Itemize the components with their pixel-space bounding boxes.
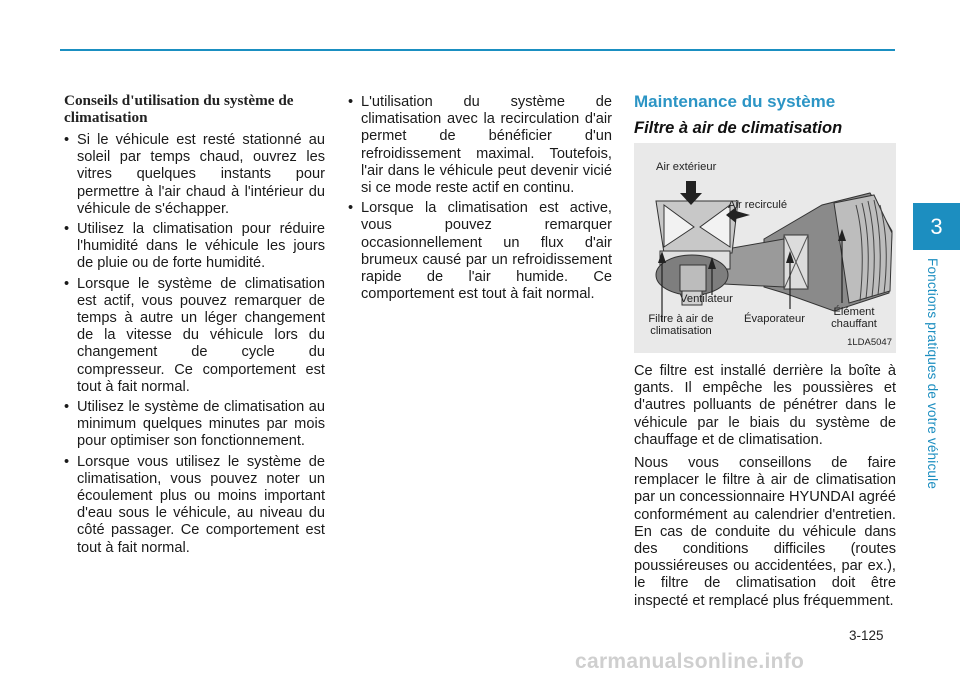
right-column: [634, 92, 896, 616]
middle-column: [348, 94, 612, 306]
list-item: • Lorsque le système de climatisation est actif, vous pouvez remarquer de temps à autre un léger changement de la vitesse du véhicule lors du changement de cycle du compresseur. Ce comportement est tout à fait normal.: [64, 276, 325, 396]
tips-list-continued: [348, 94, 612, 303]
label-recirculated-air: Air recirculé: [728, 199, 788, 211]
section-title: Maintenance du système: [634, 92, 836, 111]
subsection-title: Filtre à air de climatisation: [634, 119, 843, 137]
tips-list: [64, 132, 325, 557]
page-number: 3-125: [849, 628, 884, 643]
filter-diagram: [634, 143, 896, 353]
paragraph: Ce filtre est installé derrière la boîte à gants. Il empêche les poussières et d'autres polluants de pénétrer dans le véhicule par le biais du système de chauffage et de climatisation.: [634, 363, 896, 448]
label-heater: Élément chauffant: [831, 306, 877, 330]
figure-code: 1LDA5047: [847, 336, 892, 348]
label-blower: Ventilateur: [680, 293, 733, 305]
label-outside-air: Air extérieur: [656, 161, 717, 173]
list-item: • Utilisez la climatisation pour réduire l'humidité dans le véhicule les jours de pluie ou de forte humidité.: [64, 221, 325, 273]
list-item: • Si le véhicule est resté stationné au soleil par temps chaud, ouvrez les vitres quelques instants pour permettre à l'air chaud à l'intérieur du véhicule de s'échapper.: [64, 132, 325, 218]
watermark: carmanualsonline.info: [575, 650, 805, 673]
tips-heading: Conseils d'utilisation du système de climatisation: [64, 92, 294, 126]
chapter-number: 3: [930, 214, 943, 239]
list-item: • Lorsque la climatisation est active, vous pouvez remarquer occasionnellement un flux d'air brumeux causé par un refroidissement rapide de l'air humide. Ce comportement est tout à fait normal.: [348, 200, 612, 303]
list-item: • L'utilisation du système de climatisation avec la recirculation d'air permet de bénéficier d'un refroidissement maximal. Toutefois, l'air dans le véhicule peut devenir vicié si ce mode reste actif en continu.: [348, 94, 612, 197]
paragraph: Nous vous conseillons de faire remplacer le filtre à air de climatisation par un concessionnaire HYUNDAI agréé conformément au calendrier d'entretien. En cas de conduite du véhicule dans des conditions difficiles (routes poussiéreuses ou accidentées, par ex.), le filtre de climatisation doit être inspecté et remplacé plus fréquemment.: [634, 455, 897, 609]
label-filter: Filtre à air de climatisation: [648, 313, 714, 337]
left-column: [64, 92, 325, 560]
chapter-title: Fonctions pratiques de votre véhicule: [925, 258, 940, 490]
list-item: • Lorsque vous utilisez le système de climatisation, vous pouvez noter un écoulement plus ou moins important d'eau sous le véhicule, au niveau du côté passager. Ce comportement est tout à fait normal.: [64, 454, 325, 557]
chapter-tab: [913, 203, 960, 250]
list-item: • Utilisez le système de climatisation au minimum quelques minutes par mois pour optimiser son fonctionnement.: [64, 399, 325, 451]
top-rule: [60, 49, 895, 51]
label-evaporator: Évaporateur: [744, 313, 805, 325]
